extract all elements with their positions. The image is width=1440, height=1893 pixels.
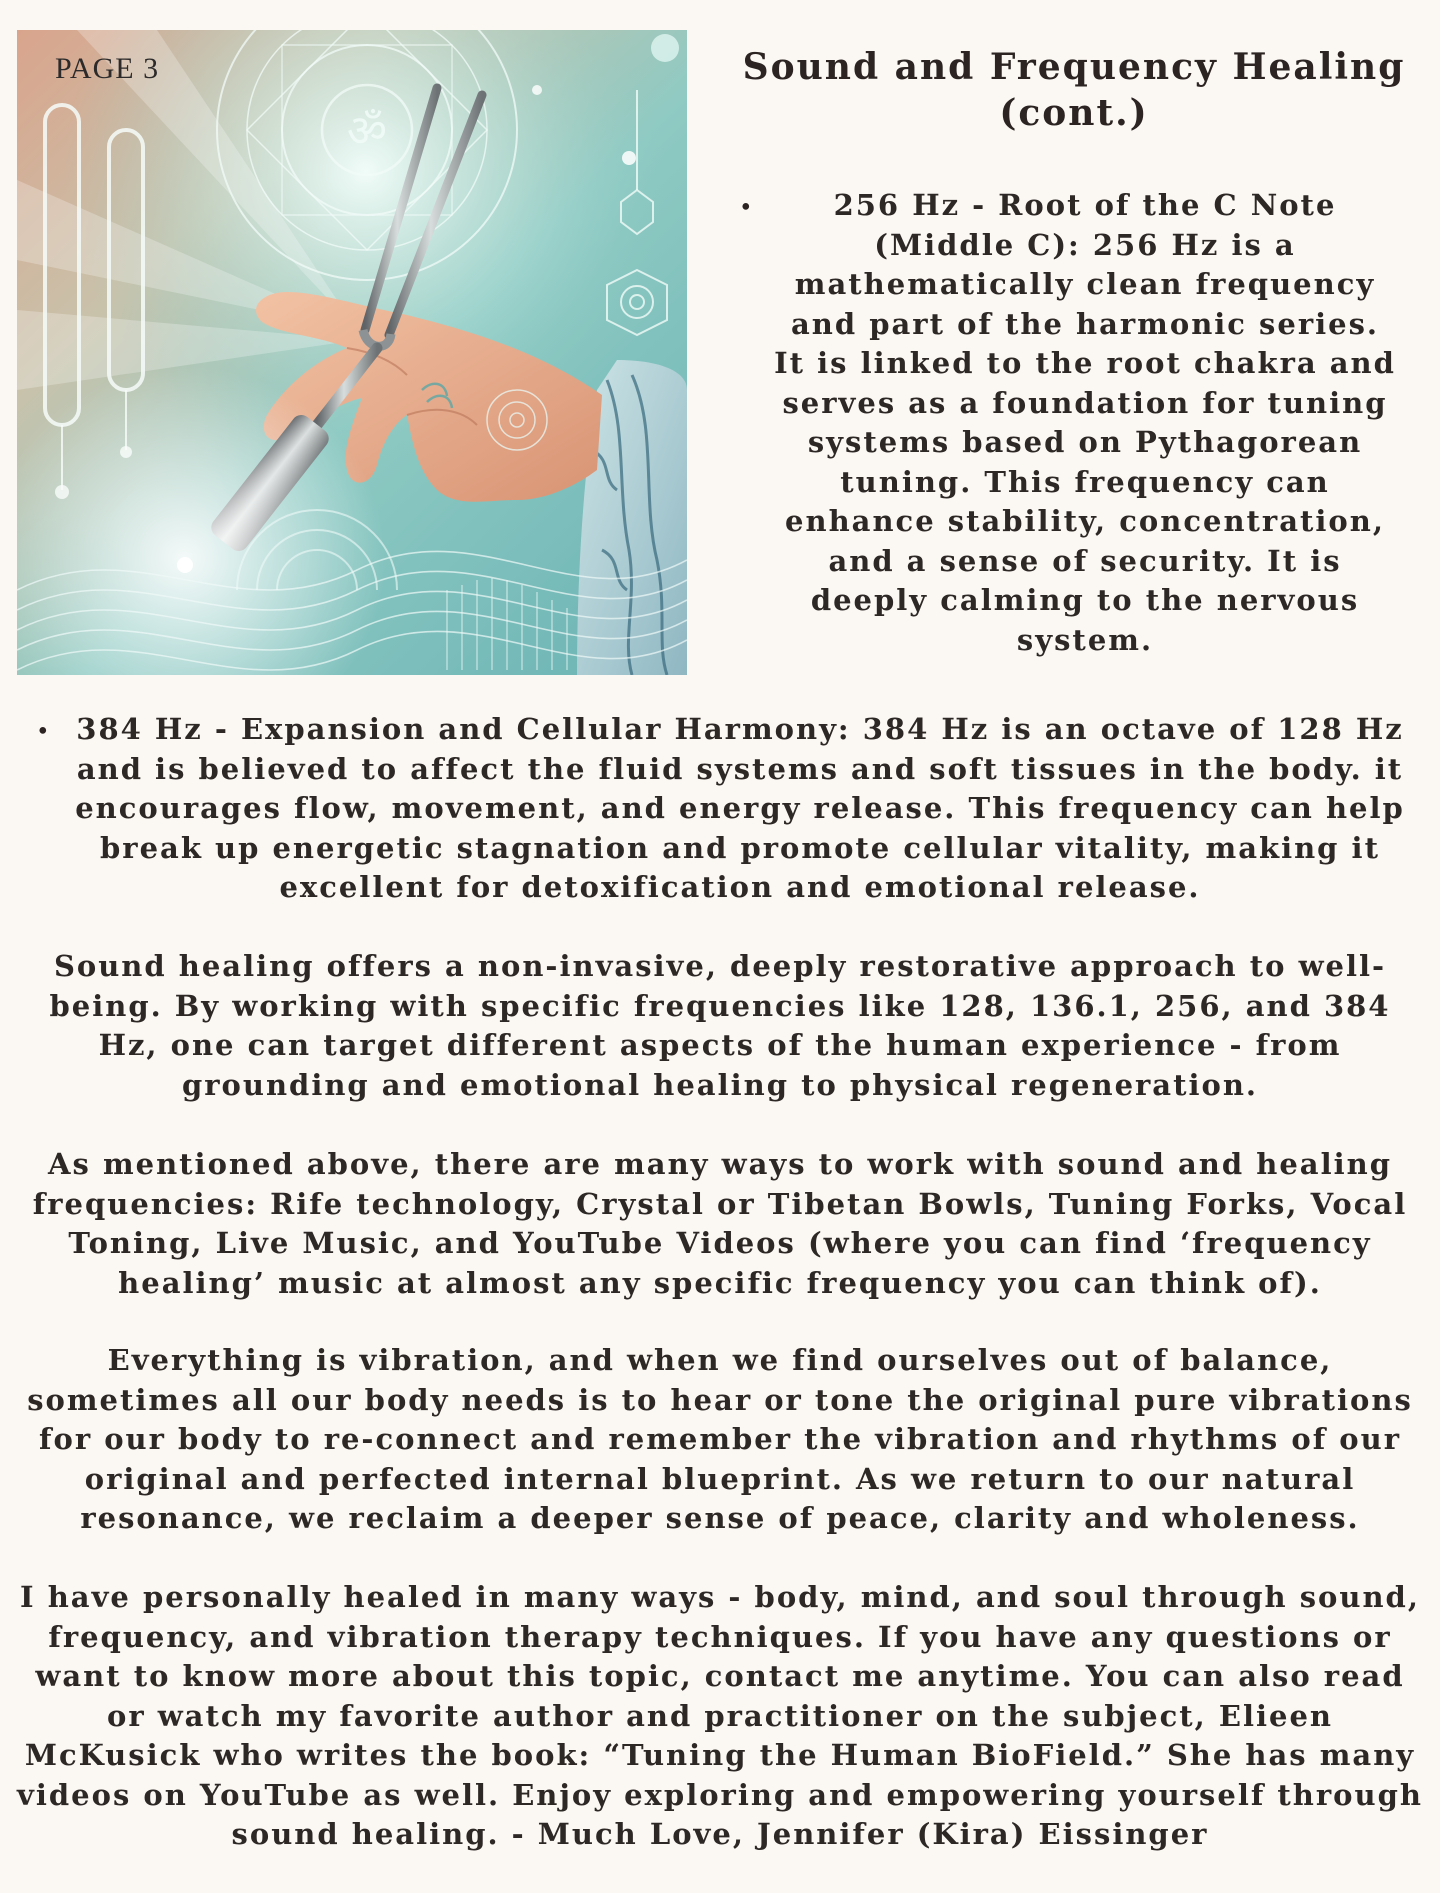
list-item-256hz: 256 Hz - Root of the C Note (Middle C): 256 Hz is a mathematically clean frequency and part of the harmonic series. It is linked to the root chakra and serves as a foundation for tuning systems based on Pythagorean tuning. This frequency can enhance stability, concentration, and a sense of security. It is deeply calming to the nervous system. — [774, 188, 1396, 657]
page-label: PAGE 3 — [55, 52, 160, 85]
paragraph-personal-note: I have personally healed in many ways - body, mind, and soul through sound, frequency, and vibration therapy techniques. If you have any questions or want to know more about this topic, contact me anytime. You can also read or watch my favorite author and practitioner on the subject, Elieen McKusick who writes the book: “Tuning the Human BioField.” She has many videos on YouTube as well. Enjoy exploring and empowering yourself through sound healing. - Much Love, Jennifer (Kira) Eissinger — [17, 1580, 1423, 1851]
paragraph-ways-to-work: As mentioned above, there are many ways to work with sound and healing frequencies: Rife technology, Crystal or Tibetan Bowls, Tuning Forks, Vocal Toning, Live Music, and YouTube Videos (where you can find ‘frequency healing’ music at almost any specific frequency you can think of). — [32, 1147, 1408, 1300]
section-title: Sound and Frequency Healing (cont.) — [742, 46, 1406, 134]
paragraph-sound-healing: Sound healing offers a non-invasive, deeply restorative approach to well-being. By working with specific frequencies like 128, 136.1, 256, and 384 Hz, one can target different aspects of the human experience - from grounding and emotional healing to physical regeneration. — [49, 949, 1391, 1102]
bullet-256hz: • — [739, 195, 753, 221]
tuning-fork-hand-art — [17, 30, 687, 675]
hero-illustration — [17, 30, 687, 675]
bullet-384hz: • — [36, 719, 50, 745]
paragraph-vibration: Everything is vibration, and when we find ourselves out of balance, sometimes all our body needs is to hear or tone the original pure vibrations for our body to re-connect and remember the vibration and rhythms of our original and perfected internal blueprint. As we return to our natural resonance, we reclaim a deeper sense of peace, clarity and wholeness. — [27, 1343, 1413, 1535]
list-item-384hz: 384 Hz - Expansion and Cellular Harmony: 384 Hz is an octave of 128 Hz and is believed to affect the fluid systems and soft tissues in the body. it encourages flow, movement, and energy release. This frequency can help break up energetic stagnation and promote cellular vitality, making it excellent for detoxification and emotional release. — [75, 712, 1405, 904]
